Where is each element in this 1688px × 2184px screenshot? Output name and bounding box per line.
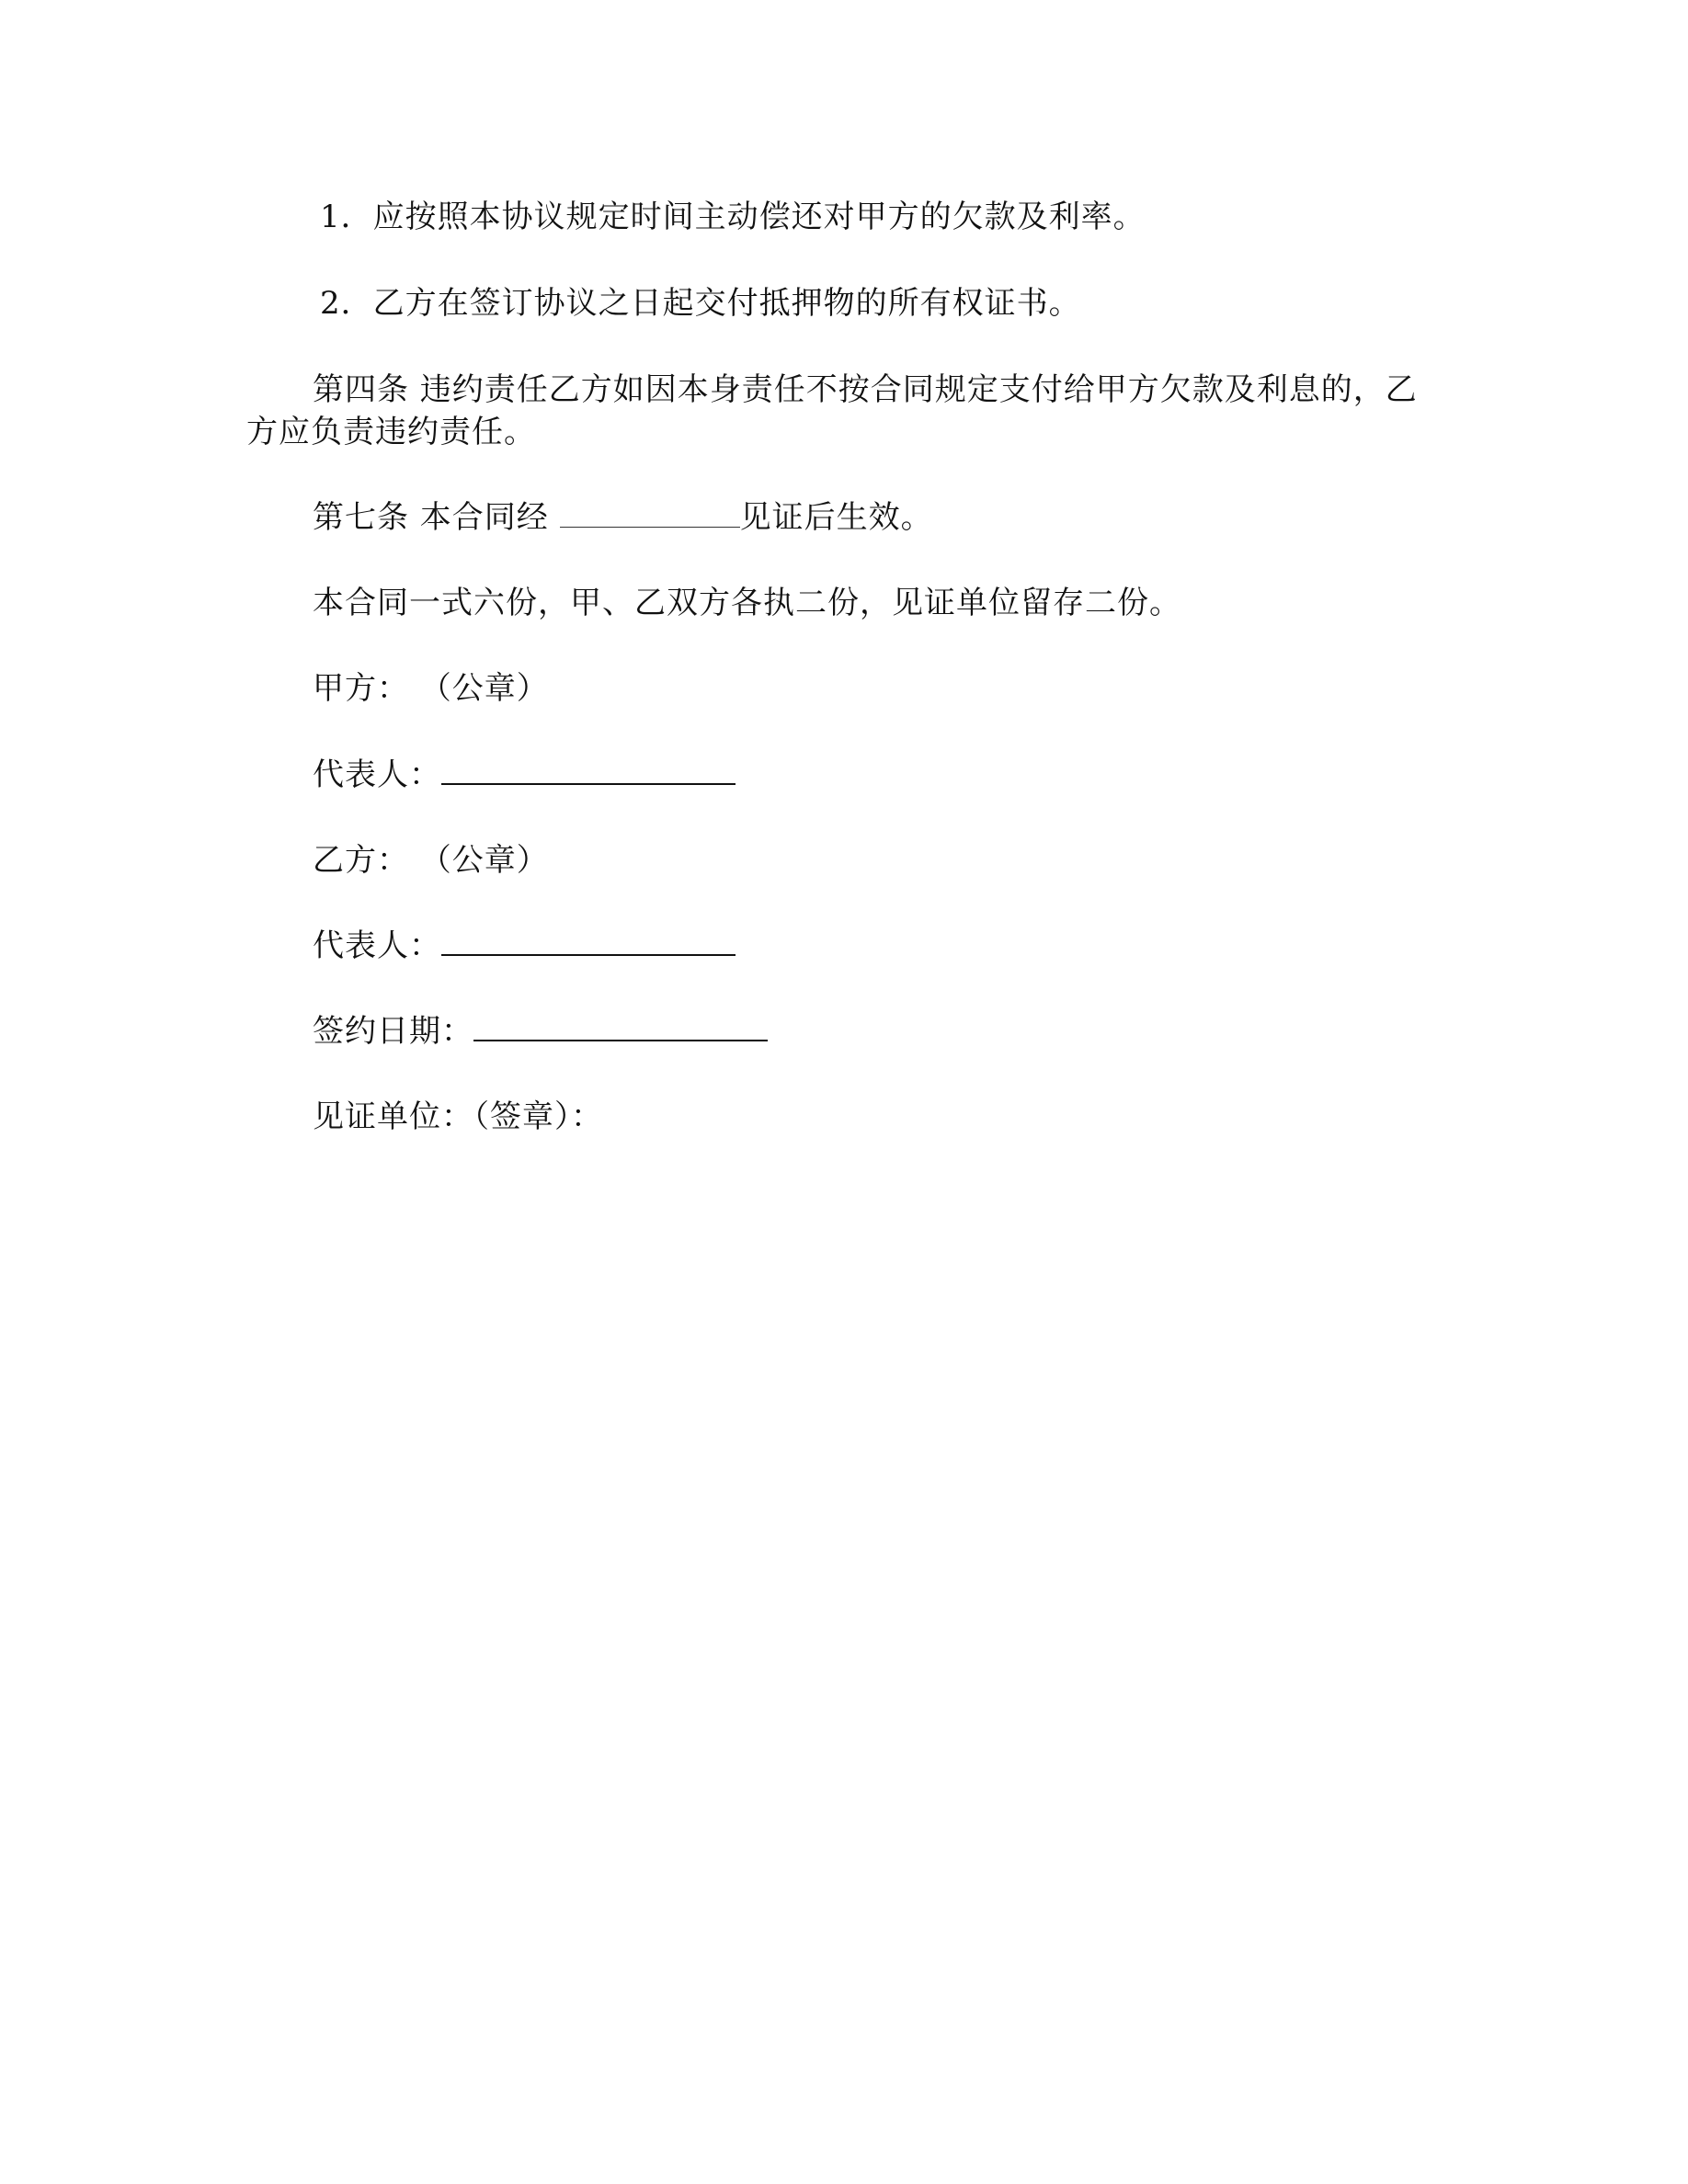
copies-clause: 本合同一式六份，甲、乙双方各执二份，见证单位留存二份。 [313, 585, 1181, 621]
party-a-representative-blank[interactable] [441, 756, 736, 785]
party-b-seal: 乙方： （公章） [313, 842, 549, 879]
clause-item-1: 1．应按照本协议规定时间主动偿还对甲方的欠款及利率。 [320, 199, 1146, 235]
article-7 [313, 497, 933, 538]
party-b-representative-blank[interactable] [441, 927, 736, 956]
party-a-representative-label: 代表人： [313, 756, 441, 793]
article-4-line-2: 方应负责违约责任。 [246, 414, 536, 450]
signing-date [313, 1011, 768, 1052]
clause-item-2: 2．乙方在签订协议之日起交付抵押物的所有权证书。 [320, 285, 1081, 322]
witness-seal: 见证单位：（签章）： [313, 1098, 603, 1135]
article-4-line-1: 第四条 违约责任乙方如因本身责任不按合同规定支付给甲方欠款及利息的，乙 [313, 371, 1418, 408]
party-b-representative-label: 代表人： [313, 927, 441, 964]
party-b-representative [313, 926, 736, 966]
article-7-prefix: 第七条 本合同经 [313, 499, 560, 536]
signing-date-label: 签约日期： [313, 1013, 473, 1050]
article-7-suffix: 见证后生效。 [739, 499, 933, 536]
party-a-representative [313, 755, 736, 795]
witness-name-blank[interactable] [560, 499, 740, 528]
signing-date-blank[interactable] [473, 1012, 768, 1041]
party-a-seal: 甲方： （公章） [313, 670, 549, 707]
